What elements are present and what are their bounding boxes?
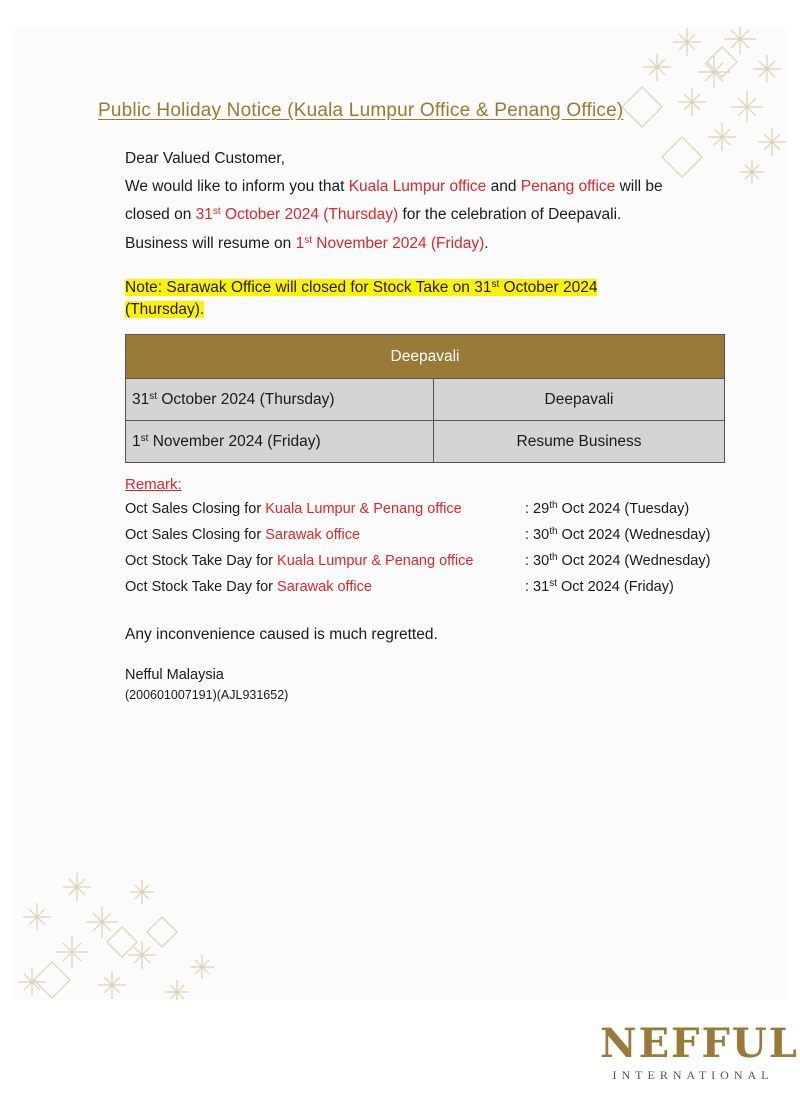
date-suffix: th — [549, 500, 558, 511]
kl-office-highlight: Kuala Lumpur office — [348, 178, 487, 195]
text: . — [484, 235, 489, 252]
remark-label — [125, 579, 372, 595]
intro-line-3 — [125, 235, 489, 253]
text: Oct 2024 (Wednesday) — [557, 553, 711, 569]
date-suffix: st — [491, 279, 500, 290]
date-day: 1 — [132, 432, 141, 450]
sarawak-note — [125, 277, 597, 321]
intro-line-2 — [125, 206, 621, 224]
remark-label — [125, 527, 360, 543]
text: We would like to inform you that — [125, 178, 349, 195]
event-cell: Deepavali — [434, 379, 725, 421]
text: : 30 — [525, 527, 550, 543]
remark-row — [125, 579, 745, 599]
date-suffix: st — [304, 235, 312, 246]
text: : 30 — [525, 553, 550, 569]
date-rest: November 2024 (Friday) — [148, 432, 321, 450]
date-suffix: st — [149, 390, 158, 402]
table-header-row — [126, 335, 725, 379]
text: Oct Stock Take Day for — [125, 553, 278, 569]
greeting: Dear Valued Customer, — [125, 150, 285, 167]
sparkle-pattern-top-right-icon — [622, 27, 788, 197]
table-header: Deepavali — [126, 335, 725, 379]
date-suffix: th — [549, 526, 558, 537]
office-highlight: Kuala Lumpur & Penang office — [277, 553, 474, 569]
date-cell — [126, 421, 434, 463]
text: : 29 — [525, 501, 550, 517]
table-row — [126, 421, 725, 463]
resume-date — [296, 235, 485, 252]
date-suffix: st — [140, 432, 149, 444]
date-rest: October 2024 (Thursday) — [157, 390, 335, 408]
closing-text: Any inconvenience caused is much regretted. — [125, 626, 438, 643]
text: Oct 2024 (Friday) — [556, 579, 674, 595]
date-suffix: st — [212, 206, 221, 217]
signature-company: Nefful Malaysia — [125, 667, 224, 683]
text: Business will resume on — [125, 235, 296, 252]
penang-office-highlight: Penang office — [520, 178, 616, 195]
note-line-1 — [125, 279, 597, 296]
text: Note: Sarawak Office will closed for Stock Take on 31 — [125, 279, 492, 296]
signature-registration: (200601007191)(AJL931652) — [125, 688, 289, 702]
text: for the celebration of Deepavali. — [398, 206, 622, 223]
note-line-2: (Thursday). — [125, 301, 205, 318]
text: Oct 2024 (Tuesday) — [557, 501, 690, 517]
text: will be — [615, 178, 663, 195]
remark-value — [525, 553, 710, 569]
brand-logo — [600, 1020, 799, 1082]
date-suffix: th — [549, 552, 558, 563]
sparkle-pattern-bottom-left-icon — [12, 867, 232, 1000]
remark-row — [125, 553, 745, 573]
date-day: 1 — [295, 235, 305, 252]
text: closed on — [125, 206, 196, 223]
remark-value — [525, 527, 710, 543]
date-day: 31 — [132, 390, 150, 408]
text: Oct Sales Closing for — [125, 501, 266, 517]
text: and — [486, 178, 521, 195]
text: Oct Sales Closing for — [125, 527, 266, 543]
office-highlight: Sarawak office — [265, 527, 361, 543]
date-rest: October 2024 (Thursday) — [220, 206, 399, 223]
remark-label — [125, 553, 473, 569]
text: October 2024 — [499, 279, 598, 296]
text: Oct 2024 (Wednesday) — [557, 527, 711, 543]
date-suffix: st — [549, 578, 557, 589]
date-day: 31 — [195, 206, 213, 223]
table-row — [126, 379, 725, 421]
office-highlight: Kuala Lumpur & Penang office — [265, 501, 462, 517]
remark-row — [125, 527, 745, 547]
page-title: Public Holiday Notice (Kuala Lumpur Office & Penang Office) — [98, 100, 624, 121]
logo-wordmark: NEFFUL — [600, 1020, 799, 1067]
remark-label — [125, 501, 462, 517]
remark-value — [525, 579, 674, 595]
remark-value — [525, 501, 689, 517]
intro-line-1 — [125, 178, 663, 196]
logo-subtitle: INTERNATIONAL — [612, 1068, 774, 1082]
office-highlight: Sarawak office — [277, 579, 372, 595]
remark-row — [125, 501, 745, 521]
date-rest: November 2024 (Friday) — [311, 235, 485, 252]
date-cell — [126, 379, 434, 421]
remark-heading: Remark: — [125, 476, 182, 493]
holiday-table — [125, 334, 725, 463]
event-cell: Resume Business — [434, 421, 725, 463]
text: Oct Stock Take Day for — [125, 579, 278, 595]
text: : 31 — [525, 579, 550, 595]
closed-date — [196, 206, 399, 223]
